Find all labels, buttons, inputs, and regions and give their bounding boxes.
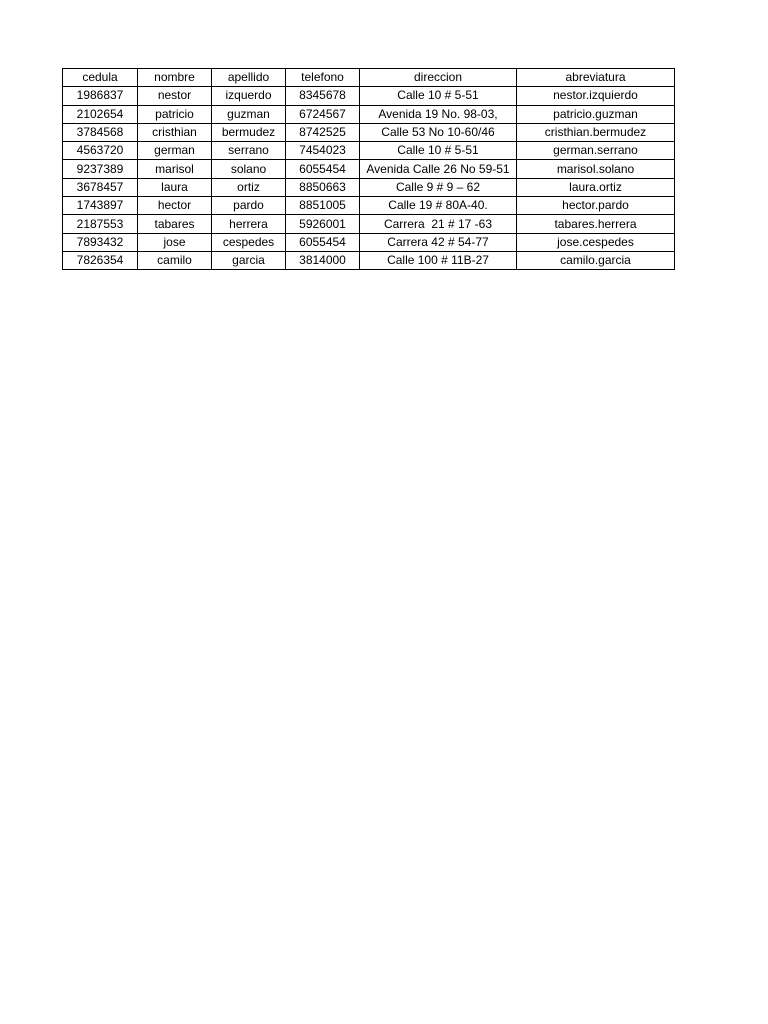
cell-nombre: jose xyxy=(138,233,212,251)
cell-abreviatura: camilo.garcia xyxy=(517,251,675,269)
table-row xyxy=(63,105,675,123)
cell-apellido: pardo xyxy=(212,197,286,215)
cell-telefono: 8742525 xyxy=(286,123,360,141)
cell-direccion: Calle 53 No 10-60/46 xyxy=(360,123,517,141)
cell-abreviatura: laura.ortiz xyxy=(517,178,675,196)
table-row xyxy=(63,142,675,160)
column-header-apellido: apellido xyxy=(212,69,286,87)
cell-abreviatura: nestor.izquierdo xyxy=(517,87,675,105)
cell-telefono: 6724567 xyxy=(286,105,360,123)
table-row xyxy=(63,251,675,269)
cell-direccion: Carrera 21 # 17 -63 xyxy=(360,215,517,233)
cell-telefono: 7454023 xyxy=(286,142,360,160)
cell-cedula: 3678457 xyxy=(63,178,138,196)
cell-abreviatura: marisol.solano xyxy=(517,160,675,178)
column-header-telefono: telefono xyxy=(286,69,360,87)
column-header-nombre: nombre xyxy=(138,69,212,87)
cell-cedula: 9237389 xyxy=(63,160,138,178)
cell-cedula: 2102654 xyxy=(63,105,138,123)
column-header-direccion: direccion xyxy=(360,69,517,87)
cell-apellido: guzman xyxy=(212,105,286,123)
cell-telefono: 6055454 xyxy=(286,160,360,178)
table-row xyxy=(63,233,675,251)
cell-cedula: 7826354 xyxy=(63,251,138,269)
cell-apellido: bermudez xyxy=(212,123,286,141)
cell-cedula: 3784568 xyxy=(63,123,138,141)
cell-direccion: Avenida 19 No. 98-03, xyxy=(360,105,517,123)
cell-nombre: marisol xyxy=(138,160,212,178)
data-table xyxy=(62,68,675,270)
cell-cedula: 2187553 xyxy=(63,215,138,233)
cell-direccion: Calle 10 # 5-51 xyxy=(360,142,517,160)
table-row xyxy=(63,178,675,196)
cell-abreviatura: patricio.guzman xyxy=(517,105,675,123)
cell-cedula: 4563720 xyxy=(63,142,138,160)
cell-direccion: Calle 10 # 5-51 xyxy=(360,87,517,105)
cell-nombre: hector xyxy=(138,197,212,215)
cell-direccion: Calle 100 # 11B-27 xyxy=(360,251,517,269)
cell-direccion: Calle 9 # 9 – 62 xyxy=(360,178,517,196)
cell-apellido: herrera xyxy=(212,215,286,233)
cell-abreviatura: hector.pardo xyxy=(517,197,675,215)
cell-apellido: serrano xyxy=(212,142,286,160)
cell-nombre: patricio xyxy=(138,105,212,123)
cell-telefono: 6055454 xyxy=(286,233,360,251)
cell-apellido: garcia xyxy=(212,251,286,269)
cell-nombre: nestor xyxy=(138,87,212,105)
cell-abreviatura: cristhian.bermudez xyxy=(517,123,675,141)
cell-telefono: 8345678 xyxy=(286,87,360,105)
cell-nombre: cristhian xyxy=(138,123,212,141)
cell-nombre: camilo xyxy=(138,251,212,269)
cell-cedula: 1743897 xyxy=(63,197,138,215)
table-row xyxy=(63,123,675,141)
cell-apellido: cespedes xyxy=(212,233,286,251)
cell-nombre: tabares xyxy=(138,215,212,233)
cell-nombre: laura xyxy=(138,178,212,196)
cell-apellido: solano xyxy=(212,160,286,178)
table-row xyxy=(63,160,675,178)
table-row xyxy=(63,197,675,215)
cell-telefono: 5926001 xyxy=(286,215,360,233)
cell-abreviatura: jose.cespedes xyxy=(517,233,675,251)
table-header-row xyxy=(63,69,675,87)
cell-apellido: izquerdo xyxy=(212,87,286,105)
cell-cedula: 1986837 xyxy=(63,87,138,105)
cell-telefono: 8851005 xyxy=(286,197,360,215)
cell-telefono: 8850663 xyxy=(286,178,360,196)
table-row xyxy=(63,87,675,105)
cell-abreviatura: german.serrano xyxy=(517,142,675,160)
cell-direccion: Carrera 42 # 54-77 xyxy=(360,233,517,251)
cell-nombre: german xyxy=(138,142,212,160)
cell-apellido: ortiz xyxy=(212,178,286,196)
cell-abreviatura: tabares.herrera xyxy=(517,215,675,233)
cell-direccion: Calle 19 # 80A-40. xyxy=(360,197,517,215)
column-header-cedula: cedula xyxy=(63,69,138,87)
cell-direccion: Avenida Calle 26 No 59-51 xyxy=(360,160,517,178)
cell-telefono: 3814000 xyxy=(286,251,360,269)
column-header-abreviatura: abreviatura xyxy=(517,69,675,87)
table-row xyxy=(63,215,675,233)
cell-cedula: 7893432 xyxy=(63,233,138,251)
